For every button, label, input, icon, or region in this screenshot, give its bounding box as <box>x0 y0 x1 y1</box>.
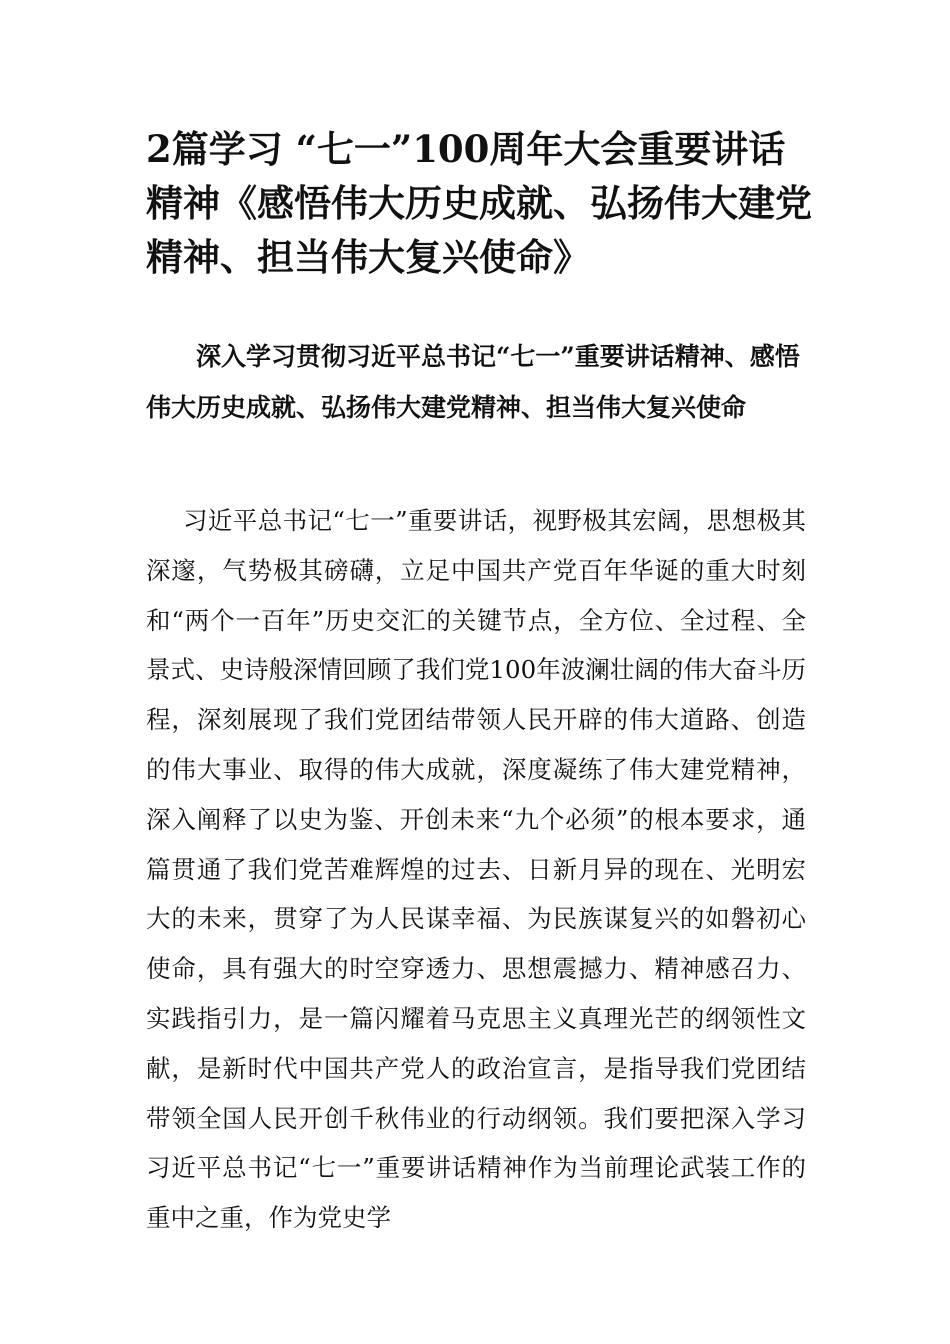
document-subtitle: 深入学习贯彻习近平总书记“七一”重要讲话精神、感悟伟大历史成就、弘扬伟大建党精神、担当伟大复兴使命 <box>146 342 800 422</box>
body-paragraph: 习近平总书记“七一”重要讲话，视野极其宏阔，思想极其深邃，气势极其磅礴，立足中国共产党百年华诞的重大时刻和“两个一百年”历史交汇的关键节点，全方位、全过程、全景式、史诗般深情回顾了我们党100年波澜壮阔的伟大奋斗历程，深刻展现了我们党团结带领人民开辟的伟大道路、创造的伟大事业、取得的伟大成就，深度凝练了伟大建党精神，深入阐释了以史为鉴、开创未来“九个必须”的根本要求，通篇贯通了我们党苦难辉煌的过去、日新月异的现在、光明宏大的未来，贯穿了为人民谋幸福、为民族谋复兴的如磐初心使命，具有强大的时空穿透力、思想震撼力、精神感召力、实践指引力，是一篇闪耀着马克思主义真理光芒的纲领性文献，是新时代中国共产党人的政治宣言，是指导我们党团结带领全国人民开创千秋伟业的行动纲领。我们要把深入学习习近平总书记“七一”重要讲话精神作为当前理论武装工作的重中之重，作为党史学 <box>146 506 806 1233</box>
document-title: 2篇学习 “七一”100周年大会重要讲话精神《感悟伟大历史成就、弘扬伟大建党精神、担当伟大复兴使命》 <box>146 127 812 279</box>
